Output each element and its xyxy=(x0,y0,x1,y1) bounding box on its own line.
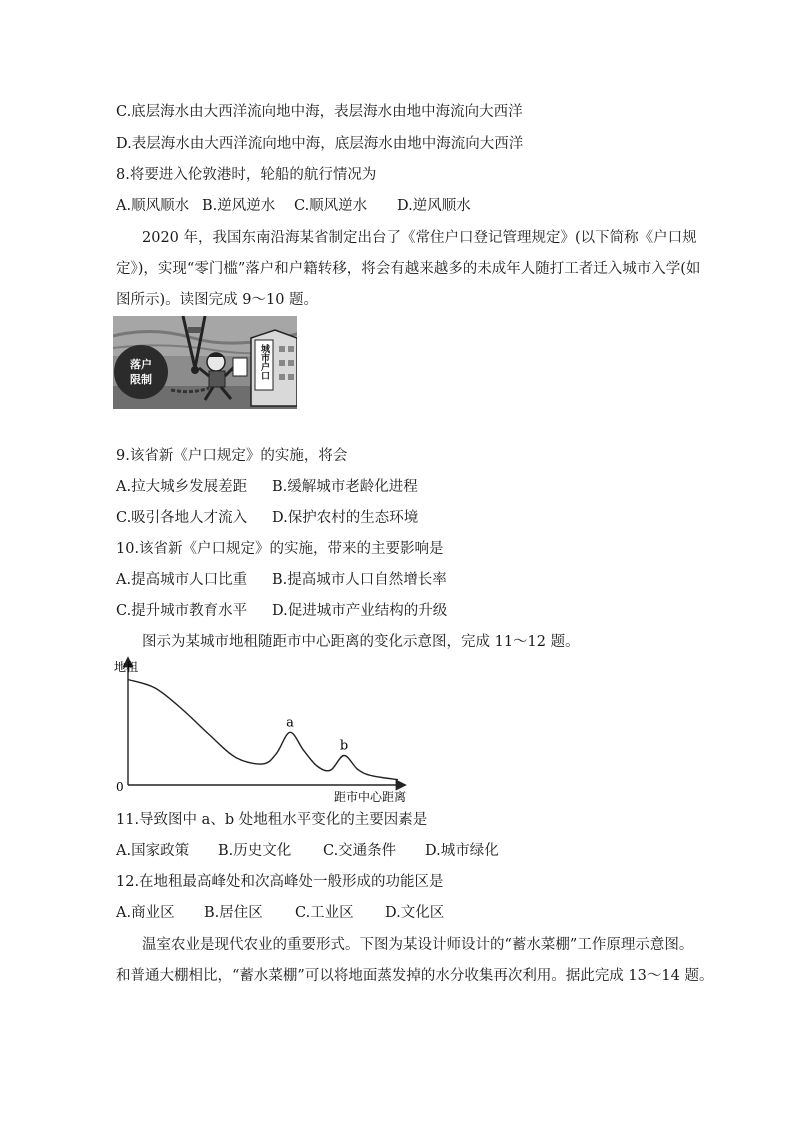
passage2-line1: 图示为某城市地租随距市中心距离的变化示意图，完成 11～12 题。 xyxy=(142,634,580,650)
q9-option-a: A.拉大城乡发展差距 xyxy=(116,479,248,495)
land-rent-graph xyxy=(112,655,412,805)
q7-option-d: D.表层海水由大西洋流向地中海，底层海水由地中海流向大西洋 xyxy=(116,136,524,152)
q8-option-c: C.顺风逆水 xyxy=(294,198,368,214)
q8-option-b: B.逆风逆水 xyxy=(202,198,276,214)
q12-option-b: B.居住区 xyxy=(204,905,263,921)
q7-option-c: C.底层海水由大西洋流向地中海，表层海水由地中海流向大西洋 xyxy=(116,104,523,120)
annotation-b: b xyxy=(339,738,349,754)
q11-option-b: B.历史文化 xyxy=(218,843,292,859)
q9-option-d: D.保护农村的生态环境 xyxy=(272,510,419,526)
q8-stem: 8.将要进入伦敦港时，轮船的航行情况为 xyxy=(116,167,377,183)
q10-options-row2 xyxy=(116,601,447,621)
rent-curve xyxy=(128,680,398,780)
q12-stem: 12.在地租最高峰处和次高峰处一般形成的功能区是 xyxy=(116,874,444,890)
q12-options xyxy=(116,903,444,923)
ball-text-bottom: 限制 xyxy=(130,373,152,386)
q11-stem: 11.导致图中 a、b 处地租水平变化的主要因素是 xyxy=(116,812,428,828)
q9-option-b: B.缓解城市老龄化进程 xyxy=(272,479,418,495)
q10-option-b: B.提高城市人口自然增长率 xyxy=(272,572,447,588)
ball-text-top: 落户 xyxy=(130,358,152,371)
building-text: 城市户口 xyxy=(259,344,269,380)
q10-option-d: D.促进城市产业结构的升级 xyxy=(272,603,448,619)
q10-stem: 10.该省新《户口规定》的实施，带来的主要影响是 xyxy=(116,541,444,557)
q10-option-a: A.提高城市人口比重 xyxy=(116,572,248,588)
passage1-line1: 2020 年，我国东南沿海某省制定出台了《常住户口登记管理规定》(以下简称《户口规 xyxy=(142,230,697,246)
y-axis-label: 地租 xyxy=(114,660,139,674)
q8-option-d: D.逆风顺水 xyxy=(397,198,471,214)
origin-label: 0 xyxy=(116,780,124,794)
hukou-cartoon-illustration xyxy=(113,316,297,409)
q9-option-c: C.吸引各地人才流入 xyxy=(116,510,248,526)
q9-stem: 9.该省新《户口规定》的实施，将会 xyxy=(116,448,348,464)
q11-options xyxy=(116,841,499,861)
q11-option-a: A.国家政策 xyxy=(116,843,190,859)
q8-option-a: A.顺风顺水 xyxy=(116,198,190,214)
q10-option-c: C.提升城市教育水平 xyxy=(116,603,248,619)
annotation-a: a xyxy=(286,715,294,731)
q12-option-c: C.工业区 xyxy=(295,905,354,921)
q12-option-d: D.文化区 xyxy=(385,905,445,921)
passage1-line3: 图所示)。读图完成 9～10 题。 xyxy=(116,292,319,308)
q10-options-row1 xyxy=(116,570,447,590)
passage3-line2: 和普通大棚相比，“蓄水菜棚”可以将地面蒸发掉的水分收集再次利用。据此完成 13～14 题。 xyxy=(116,968,714,984)
q9-options-row1 xyxy=(116,477,418,497)
q11-option-d: D.城市绿化 xyxy=(425,843,499,859)
passage3-line1: 温室农业是现代农业的重要形式。下图为某设计师设计的“蓄水菜棚”工作原理示意图。 xyxy=(142,937,694,953)
q8-options xyxy=(116,196,471,216)
q9-options-row2 xyxy=(116,508,418,528)
passage1-line2: 定》)，实现“零门槛”落户和户籍转移，将会有越来越多的未成年人随打工者迁入城市入学(如 xyxy=(116,261,701,277)
q11-option-c: C.交通条件 xyxy=(323,843,397,859)
x-axis-label: 距市中心距离 xyxy=(333,790,406,804)
q12-option-a: A.商业区 xyxy=(116,905,175,921)
